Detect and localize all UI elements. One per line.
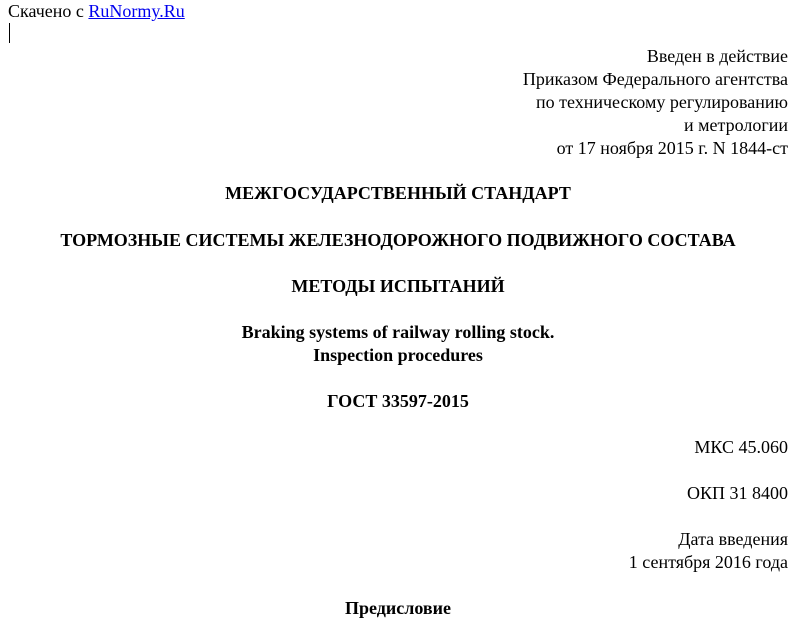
- standard-code: ГОСТ 33597-2015: [327, 391, 469, 411]
- text-cursor: [9, 23, 10, 43]
- enactment-line: по техническому регулированию: [535, 92, 788, 112]
- download-prefix: Скачено с: [8, 1, 84, 21]
- enactment-line: и метрологии: [684, 115, 788, 135]
- okp-code: ОКП 31 8400: [686, 483, 788, 503]
- english-title-line1: Braking systems of railway rolling stock.: [241, 322, 555, 342]
- enactment-line: Приказом Федерального агентства: [522, 69, 788, 89]
- enactment-block: [523, 45, 788, 160]
- introduction-date-label: Дата введения: [678, 529, 788, 549]
- introduction-date-value: 1 сентября 2016 года: [628, 552, 788, 572]
- download-source-line: [8, 0, 185, 23]
- standard-type-heading: МЕЖГОСУДАРСТВЕННЫЙ СТАНДАРТ: [225, 183, 571, 203]
- enactment-line: от 17 ноября 2015 г. N 1844-ст: [556, 138, 788, 158]
- runormy-link[interactable]: RuNormy.Ru: [88, 1, 185, 21]
- preface-heading: Предисловие: [345, 598, 451, 618]
- english-title-line2: Inspection procedures: [313, 345, 483, 365]
- enactment-line: Введен в действие: [646, 46, 788, 66]
- document-subtitle: МЕТОДЫ ИСПЫТАНИЙ: [291, 276, 505, 296]
- mks-code: МКС 45.060: [694, 437, 788, 457]
- document-title: ТОРМОЗНЫЕ СИСТЕМЫ ЖЕЛЕЗНОДОРОЖНОГО ПОДВИЖНОГО СОСТАВА: [60, 230, 736, 250]
